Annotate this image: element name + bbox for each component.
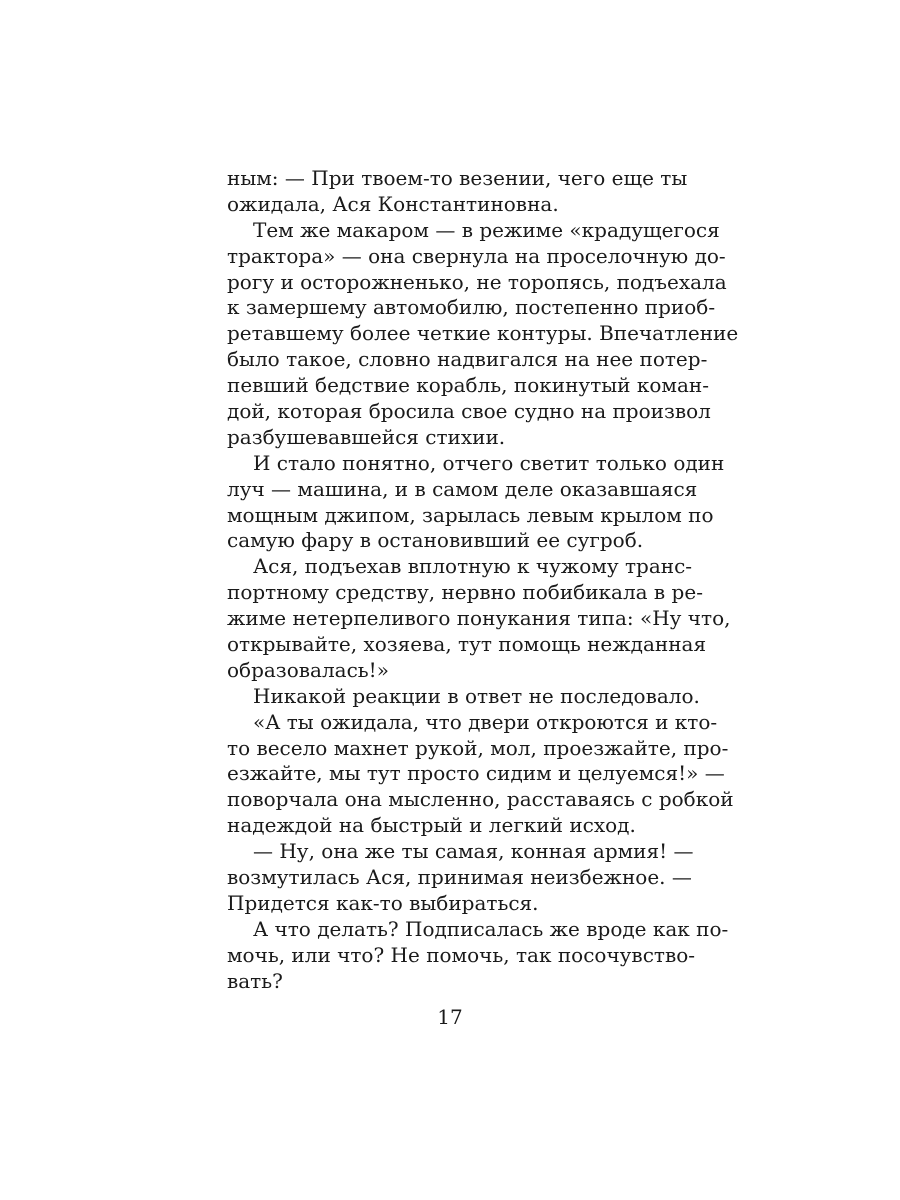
text-line: ожидала, Ася Константиновна. <box>227 191 559 216</box>
text-line: езжайте, мы тут просто сидим и целуемся!» — <box>227 761 725 786</box>
text-line: певший бедствие корабль, покинутый коман- <box>227 373 709 398</box>
body-text <box>227 166 739 995</box>
paragraph <box>227 709 734 839</box>
text-line: было такое, словно надвигался на нее потер- <box>227 347 708 372</box>
text-line: поворчала она мысленно, расставаясь с робкой <box>227 787 734 812</box>
paragraph <box>227 916 729 995</box>
paragraph <box>227 683 700 710</box>
text-line: разбушевавшейся стихии. <box>227 424 506 449</box>
text-line: «А ты ожидала, что двери откроются и кто- <box>253 709 718 734</box>
text-line: Никакой реакции в ответ не последовало. <box>253 683 700 708</box>
text-line: образовалась!» <box>227 657 389 682</box>
text-line: открывайте, хозяева, тут помощь нежданная <box>227 632 707 657</box>
text-line: Ася, подъехав вплотную к чужому транс- <box>253 554 693 579</box>
text-line: трактора» — она свернула на проселочную до- <box>227 243 726 268</box>
text-line: жиме нетерпеливого понукания типа: «Ну что, <box>227 606 731 631</box>
text-line: мочь, или что? Не помочь, так посочувство- <box>227 942 696 967</box>
text-line: то весело махнет рукой, мол, проезжайте, про- <box>227 735 729 760</box>
paragraph <box>227 450 725 555</box>
text-line: к замершему автомобилю, постепенно приоб- <box>227 295 716 320</box>
text-line: мощным джипом, зарылась левым крылом по <box>227 502 714 527</box>
text-line: портному средству, нервно побибикала в ре- <box>227 580 703 605</box>
text-line: И стало понятно, отчего светит только один <box>253 450 725 475</box>
text-line: А что делать? Подписалась же вроде как по- <box>253 916 729 941</box>
text-line: Тем же макаром — в режиме «крадущегося <box>253 217 720 242</box>
text-line: рогу и осторожненько, не торопясь, подъехала <box>227 269 727 294</box>
page-number: 17 <box>437 1005 463 1029</box>
text-line: — Ну, она же ты самая, конная армия! — <box>253 839 694 864</box>
text-line: ным: — При твоем-то везении, чего еще ты <box>227 166 688 190</box>
text-line: Придется как-то выбираться. <box>227 890 539 915</box>
paragraph <box>227 217 739 451</box>
text-line: самую фару в остановивший ее сугроб. <box>227 528 644 553</box>
paragraph <box>227 166 688 218</box>
paragraph <box>227 839 694 917</box>
paragraph <box>227 554 731 683</box>
text-line: возмутилась Ася, принимая неизбежное. — <box>227 865 692 890</box>
text-line: надеждой на быстрый и легкий исход. <box>227 813 636 838</box>
text-line: луч — машина, и в самом деле оказавшаяся <box>227 476 698 501</box>
text-line: ретавшему более четкие контуры. Впечатление <box>227 321 739 346</box>
text-line: вать? <box>227 968 283 993</box>
text-line: дой, которая бросила свое судно на произвол <box>227 399 711 424</box>
